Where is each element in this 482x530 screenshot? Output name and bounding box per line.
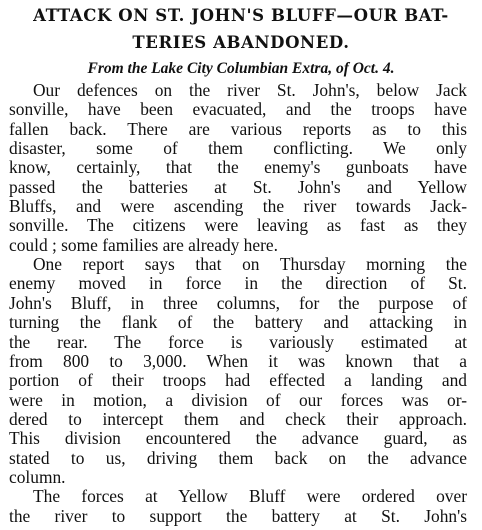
body-line: Our defences on the river St. John's, below Jack <box>33 80 467 100</box>
body-line: stated to us, driving them back on the advance <box>9 447 467 468</box>
body-line: know, certainly, that the enemy's gunboats have <box>9 157 467 178</box>
headline-line-1: ATTACK ON ST. JOHN'S BLUFF—OUR BAT- <box>33 6 449 25</box>
body-line: sonville. The citizens were leaving as fast as they <box>9 215 467 236</box>
body-line: column. <box>9 466 66 487</box>
body-line: portion of their troops had effected a landing and <box>9 370 467 391</box>
body-line: passed the batteries at St. John's and Yellow <box>9 176 467 197</box>
body-line: John's Bluff, in three columns, for the purpose of <box>9 292 467 313</box>
body-line: fallen back. There are various reports as to this <box>9 118 467 139</box>
body-line: The forces at Yellow Bluff were ordered over <box>33 486 467 507</box>
body-line: were in motion, a division of our forces was or- <box>9 389 467 410</box>
body-line: Bluffs, and were ascending the river towards Jack- <box>9 196 467 217</box>
body-line: from 800 to 3,000. When it was known that a <box>9 350 467 371</box>
body-line: This division encountered the advance guard, as <box>9 428 467 449</box>
headline-line-2: TERIES ABANDONED. <box>132 33 350 52</box>
body-line: the rear. The force is variously estimated at <box>9 331 467 352</box>
body-line: could ; some families are already here. <box>9 234 278 255</box>
source-attribution: From the Lake City Columbian Extra, of Oct. 4. <box>87 60 395 77</box>
body-line: disaster, some of them conflicting. We only <box>9 138 467 159</box>
body-line: enemy moved in force in the direction of St. <box>9 273 467 294</box>
body-line: the river to support the battery at St. John's <box>9 505 467 526</box>
body-line: dered to intercept them and check their approach. <box>9 408 467 429</box>
body-line: turning the flank of the battery and attacking in <box>9 312 467 333</box>
body-line: sonville, have been evacuated, and the troops have <box>9 99 467 120</box>
body-line: One report says that on Thursday morning the <box>33 254 467 275</box>
